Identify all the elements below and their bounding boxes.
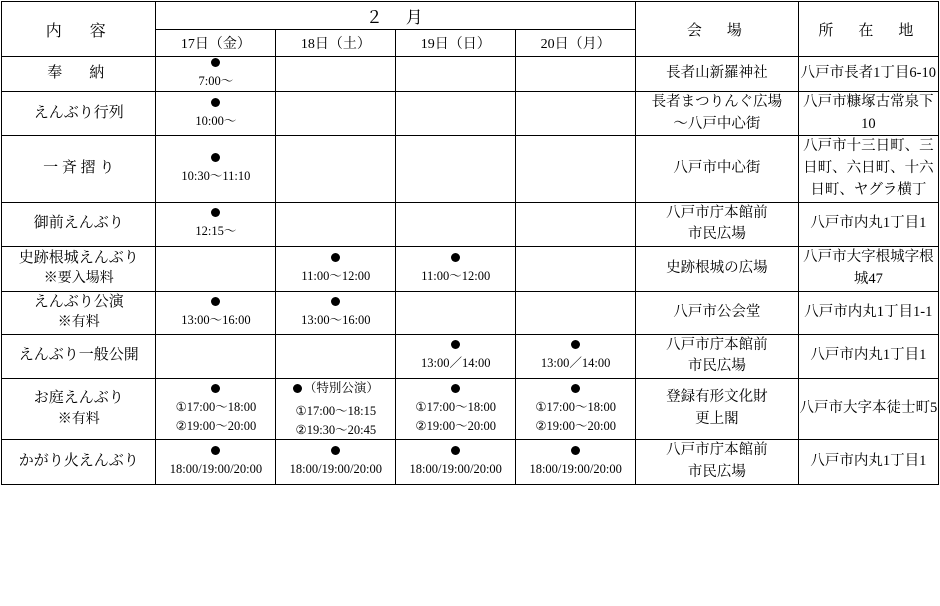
event-time: 7:00〜 [198,74,234,88]
schedule-cell-day-3 [516,91,636,136]
event-schedule-table [1,1,939,485]
bullet-dot-icon [211,446,220,455]
event-name: 奉 納 [47,65,111,81]
schedule-cell-day-1 [276,379,396,440]
event-time: 13:00〜16:00 [301,312,371,327]
venue-line: 市民広場 [687,464,746,481]
event-name-cell [2,440,156,485]
header-venue: 会 場 [636,2,799,57]
schedule-cell-day-0 [156,291,276,334]
address-cell: 八戸市大字本徒士町5 [798,379,938,440]
venue-cell [636,136,799,202]
schedule-cell-day-0 [156,202,276,247]
bullet-dot-icon [211,58,220,67]
schedule-cell-day-0 [156,136,276,202]
event-name-cell [2,57,156,92]
address-cell: 八戸市内丸1丁目1 [798,202,938,247]
event-name: 史跡根城えんぶり [18,249,139,266]
address-cell: 八戸市長者1丁目6-10 [798,57,938,92]
schedule-cell-day-3 [516,136,636,202]
bullet-dot-icon [331,253,340,262]
header-day-2: 19日（日） [396,29,516,57]
bullet-dot-icon [571,446,580,455]
venue-line: 八戸市公会堂 [673,303,761,320]
event-time: 18:00/19:00/20:00 [409,462,502,477]
event-name-cell [2,291,156,334]
bullet-dot-icon [451,253,460,262]
table-row [2,91,939,136]
bullet-dot-icon [211,98,220,107]
venue-line: 八戸市庁本館前 [666,336,768,353]
bullet-dot-icon [451,384,460,393]
venue-cell [636,91,799,136]
event-time: 11:00〜12:00 [301,268,371,283]
venue-cell [636,379,799,440]
schedule-cell-day-0 [156,379,276,440]
schedule-cell-day-2 [396,202,516,247]
schedule-cell-day-1 [276,57,396,92]
event-name: えんぶり行列 [33,104,124,121]
event-time: 18:00/19:00/20:00 [529,462,622,477]
schedule-cell-day-1 [276,291,396,334]
event-name-note: ※有料 [57,411,100,427]
schedule-cell-day-3 [516,440,636,485]
event-name-note: ※要入場料 [43,271,114,287]
event-time: ①17:00〜18:00 [175,399,257,414]
header-day-0: 17日（金） [156,29,276,57]
bullet-dot-icon [211,153,220,162]
schedule-cell-day-2 [396,379,516,440]
event-time: 11:00〜12:00 [421,268,491,283]
venue-line: 〜八戸中心街 [673,115,761,132]
schedule-cell-day-3 [516,57,636,92]
address-cell: 八戸市糠塚古常泉下10 [798,91,938,136]
event-time: 12:15〜 [195,224,237,239]
schedule-cell-day-3 [516,379,636,440]
venue-line: 史跡根城の広場 [666,259,768,276]
venue-line: 八戸市庁本館前 [666,204,768,221]
venue-line: 長者山新羅神社 [666,65,768,81]
bullet-dot-icon [211,297,220,306]
bullet-dot-icon [293,384,302,393]
event-name: かがり火えんぶり [18,453,139,470]
header-day-3: 20日（月） [516,29,636,57]
schedule-cell-day-2 [396,136,516,202]
schedule-cell-day-1 [276,334,396,379]
venue-cell [636,334,799,379]
venue-line: 八戸市中心街 [673,160,761,176]
event-time: 13:00／14:00 [421,356,491,371]
schedule-cell-day-2 [396,247,516,292]
venue-cell [636,291,799,334]
bullet-dot-icon [331,446,340,455]
address-cell: 八戸市内丸1丁目1 [798,334,938,379]
schedule-cell-day-3 [516,291,636,334]
bullet-dot-icon [211,384,220,393]
table-row [2,202,939,247]
address-cell: 八戸市大字根城字根城47 [798,247,938,292]
dot-with-note [276,379,395,398]
table-row [2,57,939,92]
event-time: 18:00/19:00/20:00 [169,462,263,477]
schedule-cell-day-2 [396,440,516,485]
event-name-cell [2,379,156,440]
venue-line: 長者まつりんぐ広場 [651,93,783,110]
event-name-cell [2,247,156,292]
event-time: 10:00〜 [195,113,237,128]
event-time: 13:00／14:00 [540,356,611,371]
schedule-cell-day-2 [396,291,516,334]
schedule-cell-day-3 [516,202,636,247]
bullet-dot-icon [451,340,460,349]
venue-line: 市民広場 [687,358,746,375]
event-time: ②19:30〜20:45 [295,422,377,437]
venue-cell [636,440,799,485]
venue-line: 八戸市庁本館前 [666,442,768,459]
schedule-cell-day-0 [156,91,276,136]
schedule-cell-day-0 [156,57,276,92]
header-address: 所 在 地 [798,2,938,57]
schedule-cell-day-1 [276,91,396,136]
event-time: ①17:00〜18:00 [415,399,497,414]
table-row [2,291,939,334]
schedule-cell-day-0 [156,247,276,292]
bullet-dot-icon [331,297,340,306]
event-name-cell [2,136,156,202]
event-time: 10:30〜11:10 [181,169,251,183]
event-name: お庭えんぶり [33,390,124,407]
schedule-cell-day-1 [276,440,396,485]
venue-cell [636,57,799,92]
schedule-cell-day-2 [396,91,516,136]
table-row [2,136,939,202]
event-name: 一 斉 摺 り [43,160,115,176]
venue-cell [636,247,799,292]
schedule-cell-day-1 [276,247,396,292]
event-name: えんぶり公演 [33,293,124,310]
address-cell: 八戸市十三日町、三日町、六日町、十六日町、ヤグラ横丁 [798,136,938,202]
event-time: ①17:00〜18:00 [535,399,616,414]
event-name-cell [2,202,156,247]
event-name: えんぶり一般公開 [18,347,139,364]
table-header [2,2,939,57]
schedule-cell-day-3 [516,334,636,379]
header-day-1: 18日（土） [276,29,396,57]
event-time: ②19:00〜20:00 [415,418,497,433]
schedule-cell-day-1 [276,136,396,202]
venue-cell [636,202,799,247]
event-time: ②19:00〜20:00 [175,418,257,433]
event-time: ②19:00〜20:00 [535,418,616,433]
schedule-cell-day-3 [516,247,636,292]
table-row [2,379,939,440]
venue-line: 登録有形文化財 [666,389,768,406]
bullet-dot-icon [571,384,580,393]
address-cell: 八戸市内丸1丁目1 [798,440,938,485]
event-name: 御前えんぶり [33,215,124,232]
event-time: 18:00/19:00/20:00 [289,462,383,477]
venue-line: 更上閣 [695,411,739,428]
header-month: ２ 月 [156,2,636,30]
event-name-cell [2,334,156,379]
table-row [2,334,939,379]
event-time: ①17:00〜18:15 [295,403,377,418]
event-name-cell [2,91,156,136]
schedule-cell-day-0 [156,334,276,379]
venue-line: 市民広場 [687,226,746,243]
header-content: 内 容 [2,2,156,57]
table-body [2,57,939,485]
table-row [2,440,939,485]
event-name-note: ※有料 [57,315,100,331]
schedule-cell-day-1 [276,202,396,247]
schedule-cell-day-2 [396,57,516,92]
address-cell: 八戸市内丸1丁目1-1 [798,291,938,334]
bullet-dot-icon [571,340,580,349]
bullet-dot-icon [451,446,460,455]
bullet-dot-icon [211,208,220,217]
event-time: 13:00〜16:00 [181,312,251,327]
schedule-cell-day-0 [156,440,276,485]
table-row [2,247,939,292]
schedule-cell-day-2 [396,334,516,379]
special-note: （特別公演） [303,381,379,396]
